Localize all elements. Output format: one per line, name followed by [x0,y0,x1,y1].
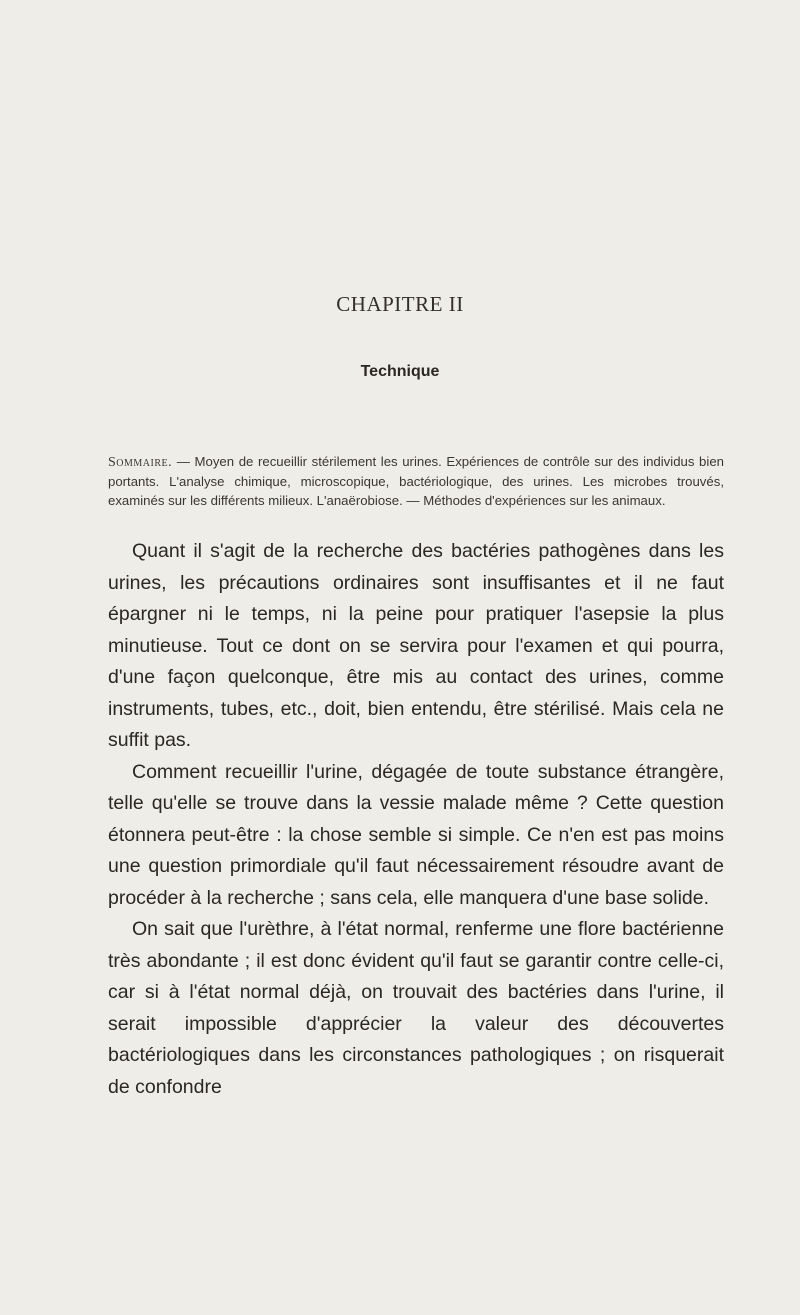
paragraph-1: Quant il s'agit de la recherche des bactéries pathogènes dans les urines, les précautions ordinaires sont insuffisantes et il ne faut épargner ni le temps, ni la peine pour pratiquer l'asepsie la plus minutieuse. Tout ce dont on se servira pour l'examen et qui pourra, d'une façon quelconque, être mis au contact des urines, comme instruments, tubes, etc., doit, bien entendu, être stérilisé. Mais cela ne suffit pas. [108,540,724,751]
chapter-summary [108,452,724,510]
paragraph-2: Comment recueillir l'urine, dégagée de toute substance étrangère, telle qu'elle se trouve dans la vessie malade même ? Cette question étonnera peut-être : la chose semble si simple. Ce n'en est pas moins une question primordiale qu'il faut nécessairement résoudre avant de procéder à la recherche ; sans cela, elle manquera d'une base solide. [108,760,724,909]
body-text [108,536,724,1103]
summary-text: — Moyen de recueillir stérilement les urines. Expériences de contrôle sur des individus bien portants. L'analyse chimique, microscopique, bactériologique, des urines. Les microbes trouvés, examinés sur les différents milieux. L'anaërobiose. — Méthodes d'expériences sur les animaux. [108,454,724,508]
summary-label: Sommaire. [108,455,173,470]
chapter-subtitle: Technique [360,363,440,380]
paragraph-3: On sait que l'urèthre, à l'état normal, renferme une flore bactérienne très abondante ; il est donc évident qu'il faut se garantir contre celle-ci, car si à l'état normal déjà, on trouvait des bactéries dans l'urine, il serait impossible d'apprécier la valeur des découvertes bactériologiques dans les circonstances pathologiques ; on risquerait de confondre [108,918,724,1098]
chapter-heading: CHAPITRE II [336,292,464,316]
